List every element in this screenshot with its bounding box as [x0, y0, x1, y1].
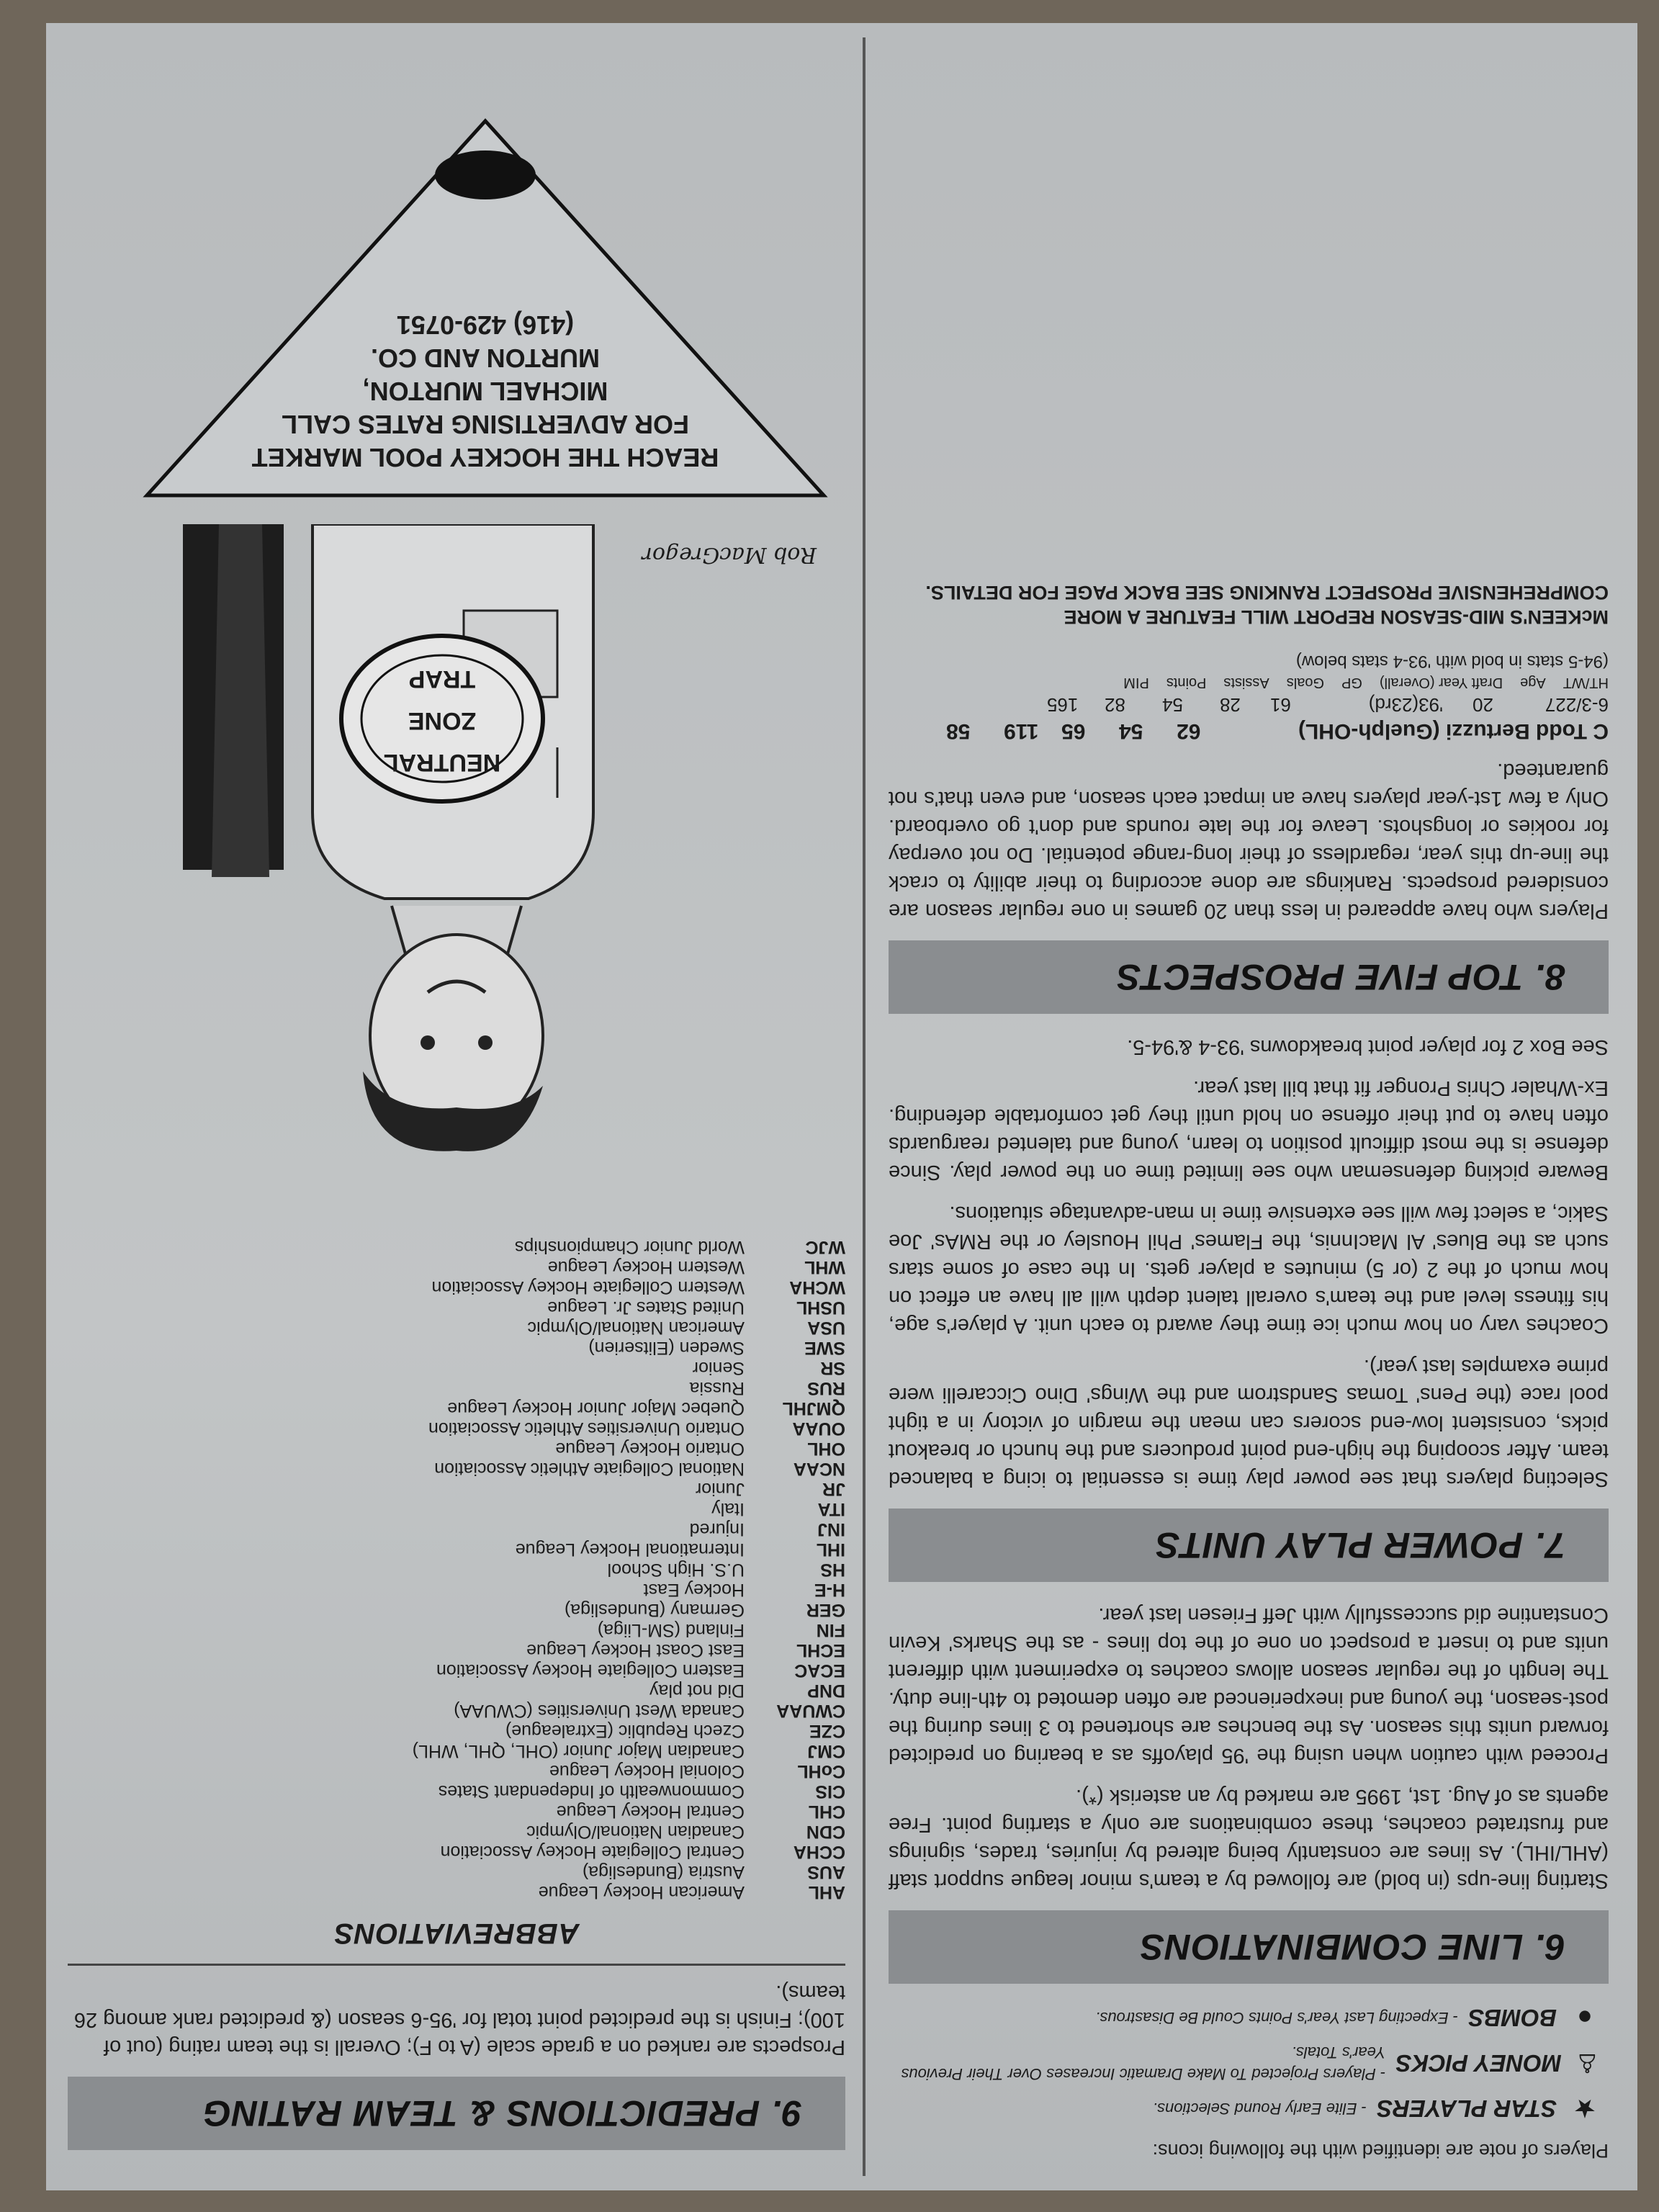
- abbreviation-code: ECAC: [794, 1660, 845, 1681]
- abbreviation-row: [68, 1640, 845, 1660]
- abbreviation-code: WJC: [805, 1237, 845, 1257]
- abbreviations-title: ABBREVIATIONS: [333, 1917, 580, 1949]
- section-7-para-1: Selecting players that see power play time is essential to icing a balanced team. After scooping the high-end point producers and the hunch or breakout picks, consistent low-end scorers can mean the margin of victory in a tight pool race (the Pens' Tomas Sandstrom and the Wings' Dino Ciccarelli were prime examples last year).: [889, 1355, 1609, 1491]
- stat-header: Draft Year (Overall): [1379, 675, 1503, 691]
- abbreviation-row: [68, 1660, 845, 1681]
- section-8-para-1: Players who have appeared in less than 20 games in one regular season are considered prospects. Rankings are done according to their ability to crack the line-up this year, regardless of their long-range potential. Do not overpay for rookies or longshots. Leave for the late rounds and don't go overboard. Only a few 1st-year players have an impact each season, and even that's not guaranteed.: [889, 759, 1609, 922]
- badge-line-3: TRAP: [408, 665, 476, 693]
- abbreviation-code: CIS: [815, 1781, 845, 1802]
- badge-text: [334, 658, 550, 783]
- stat-header: Age: [1520, 675, 1546, 691]
- abbreviation-meaning: Eastern Collegiate Hockey Association: [436, 1660, 745, 1681]
- abbreviation-row: [68, 1398, 845, 1419]
- abbreviation-code: USA: [807, 1318, 845, 1338]
- abbreviations-list: [68, 1237, 845, 1902]
- abbreviation-row: [68, 1620, 845, 1640]
- stat-cell: '93(23rd): [1368, 694, 1443, 716]
- abbreviation-row: [68, 1479, 845, 1499]
- abbreviation-meaning: Commonwealth of Independant States: [438, 1781, 745, 1802]
- bombs-row: [889, 2002, 1601, 2033]
- section-6-para-2: Proceed with caution when using the '95 playoffs as a bearing on predicted forward units this season. As the benches are shortened to 3 lines during the post-season, the young and inexperienced are often demoted to 4th-line duty. The length of the regular season allows coaches to experiment with different units and to insert a prospect on one of the top lines - as the Sharks' Kevin Constantine did successfully with Jeff Friesen last year.: [889, 1604, 1609, 1767]
- advertising-ad: [125, 114, 845, 503]
- stat-cell: 165: [1047, 694, 1079, 716]
- bomb-icon: ●: [1577, 2003, 1593, 2033]
- abbreviation-meaning: Central Collegiate Hockey Association: [440, 1842, 745, 1862]
- stat-cell: 54: [1162, 694, 1183, 716]
- abbreviation-meaning: Russia: [689, 1378, 745, 1398]
- abbreviation-row: [68, 1802, 845, 1822]
- right-column: [68, 114, 845, 2169]
- abbreviation-row: [68, 1237, 845, 1257]
- abbreviation-meaning: World Junior Championships: [514, 1237, 745, 1257]
- stat-cell: 61: [1270, 694, 1291, 716]
- abbreviation-code: CDN: [806, 1822, 845, 1842]
- section-7-para-4: See Box 2 for player point breakdowns '93-4 &'94-5.: [1127, 1035, 1609, 1058]
- mid-season-report-note: McKEEN'S MID-SEASON REPORT WILL FEATURE A MORE COMPREHENSIVE PROSPECT RANKING SEE BACK PAGE FOR DETAILS.: [925, 582, 1609, 628]
- bombs-desc: - Expecting Last Year's Points Could Be Disastrous.: [1095, 2009, 1459, 2027]
- section-7-para-3: Beware picking defenseman who see limited time on the power play. Since defense is the most difficult position to learn, young and talented rearguards often have to put their offense on hold until they get comfortable defending. Ex-Whaler Chris Pronger fit that bill last year.: [889, 1076, 1609, 1184]
- abbreviation-row: [68, 1842, 845, 1862]
- abbreviation-row: [68, 1338, 845, 1358]
- abbreviation-code: QMJHL: [782, 1398, 845, 1419]
- abbreviation-meaning: Injured: [689, 1519, 745, 1539]
- section-9-heading: 9. PREDICTIONS & TEAM RATING: [68, 2077, 845, 2150]
- hockey-puck-icon: [435, 150, 536, 199]
- prospect-stat: 58: [946, 719, 971, 743]
- stat-header: Assists: [1223, 675, 1269, 691]
- cartoon-illustration: [140, 524, 831, 1215]
- abbreviation-meaning: National Collegiate Athletic Association: [434, 1459, 745, 1479]
- money-picks-row: [889, 2041, 1601, 2085]
- abbreviation-meaning: Ontario Hockey League: [555, 1439, 745, 1459]
- abbreviation-row: [68, 1761, 845, 1781]
- abbreviation-code: WHL: [804, 1257, 845, 1277]
- abbreviation-row: [68, 1519, 845, 1539]
- section-8-heading: 8. TOP FIVE PROSPECTS: [889, 940, 1609, 1014]
- abbreviation-row: [68, 1681, 845, 1701]
- abbreviation-code: RUS: [807, 1378, 845, 1398]
- abbreviation-row: [68, 1600, 845, 1620]
- prospect-stat: 65: [1061, 719, 1086, 743]
- abbreviation-meaning: Canadian Major Junior (OHL, QHL, WHL): [412, 1741, 745, 1761]
- abbreviation-code: OHL: [807, 1439, 845, 1459]
- abbreviation-code: ECHL: [796, 1640, 845, 1660]
- abbreviation-row: [68, 1882, 845, 1902]
- bombs-title: BOMBS: [1468, 2005, 1557, 2031]
- abbreviation-code: OUAA: [792, 1419, 845, 1439]
- section-7-heading: 7. POWER PLAY UNITS: [889, 1509, 1609, 1582]
- prospect-bio-row: [889, 693, 1609, 716]
- magazine-page: [46, 23, 1637, 2190]
- abbreviation-row: [68, 1741, 845, 1761]
- abbreviation-meaning: Germany (Bundesliga): [564, 1600, 745, 1620]
- ad-line-1: REACH THE HOCKEY POOL MARKET: [251, 443, 719, 472]
- abbreviation-meaning: American Hockey League: [538, 1882, 745, 1902]
- abbreviation-row: [68, 1298, 845, 1318]
- ad-line-3: MICHAEL MURTON,: [362, 377, 608, 406]
- stat-cell: 20: [1473, 694, 1493, 716]
- abbreviation-meaning: Western Collegiate Hockey Association: [431, 1277, 745, 1298]
- stat-header: HT/WT: [1563, 675, 1609, 691]
- abbreviation-meaning: Hockey East: [643, 1580, 745, 1600]
- abbreviation-meaning: Quebec Major Junior Hockey League: [447, 1398, 745, 1419]
- abbreviation-meaning: American National/Olympic: [527, 1318, 745, 1338]
- badge-line-1: NEUTRAL: [383, 749, 501, 776]
- ad-line-5: (416) 429-0751: [396, 310, 575, 340]
- stat-cell: 82: [1105, 694, 1125, 716]
- abbreviation-meaning: Western Hockey League: [547, 1257, 745, 1277]
- abbreviation-row: [68, 1358, 845, 1378]
- abbreviation-meaning: Did not play: [649, 1681, 745, 1701]
- prospect-stat: 119: [1004, 719, 1039, 743]
- abbreviation-meaning: Italy: [711, 1499, 745, 1519]
- abbreviation-code: AUS: [807, 1862, 845, 1882]
- abbreviation-meaning: Sweden (Elitserien): [588, 1338, 745, 1358]
- star-title: STAR PLAYERS: [1377, 2095, 1557, 2122]
- prospect-stats: [889, 651, 1609, 743]
- stat-cell: 6-3/227: [1545, 694, 1609, 716]
- abbreviation-row: [68, 1499, 845, 1519]
- section-6-heading: 6. LINE COMBINATIONS: [889, 1910, 1609, 1984]
- abbreviation-row: [68, 1459, 845, 1479]
- stat-header: PIM: [1123, 675, 1149, 691]
- abbreviation-row: [68, 1257, 845, 1277]
- abbreviation-meaning: Finland (SM-Liiga): [597, 1620, 745, 1640]
- abbreviation-code: CZE: [809, 1721, 845, 1741]
- abbreviation-meaning: East Coast Hockey League: [526, 1640, 745, 1660]
- abbreviation-code: USHL: [796, 1298, 845, 1318]
- money-bag-icon: ♙: [1575, 2049, 1599, 2078]
- prospect-stat: 62: [1177, 719, 1201, 743]
- badge-line-2: ZONE: [408, 707, 477, 734]
- abbreviation-code: NCAA: [793, 1459, 845, 1479]
- star-icon: ★: [1573, 2094, 1597, 2123]
- stats-note: (94-5 stats in bold with '93-4 stats below): [1295, 652, 1609, 671]
- abbreviation-row: [68, 1439, 845, 1459]
- abbreviation-row: [68, 1721, 845, 1741]
- star-players-row: [889, 2093, 1601, 2123]
- abbreviation-code: INJ: [817, 1519, 845, 1539]
- abbreviation-code: H-E: [814, 1580, 845, 1600]
- stat-cell: 28: [1220, 694, 1241, 716]
- abbreviation-code: CoHL: [797, 1761, 845, 1781]
- abbreviation-meaning: International Hockey League: [515, 1539, 745, 1560]
- abbreviation-code: AHL: [808, 1882, 845, 1902]
- abbreviation-meaning: Ontario Universities Athletic Association: [428, 1419, 745, 1439]
- column-divider: [863, 37, 866, 2176]
- abbreviation-code: CCHA: [793, 1842, 845, 1862]
- abbreviation-row: [68, 1378, 845, 1398]
- abbreviation-row: [68, 1318, 845, 1338]
- abbreviation-row: [68, 1419, 845, 1439]
- stats-header: [889, 674, 1609, 691]
- abbreviation-meaning: Junior: [695, 1479, 745, 1499]
- section-7-para-2: Coaches vary on how much ice time they award to each unit. A player's age, his fitness level and the team's overall talent depth will all have an effect on how much of the 2 (or 5) minutes a player gets. In the case of some stars such as the Blues' Al MacInnis, the Flames' Phil Housley or the RMAs' Joe Sakic, a select few will see extensive time in man-advantage situations.: [889, 1202, 1609, 1337]
- abbreviation-code: WCHA: [789, 1277, 845, 1298]
- abbreviation-row: [68, 1781, 845, 1802]
- abbreviation-meaning: Senior: [692, 1358, 745, 1378]
- abbreviation-row: [68, 1701, 845, 1721]
- abbreviation-row: [68, 1539, 845, 1560]
- stat-header: GP: [1341, 675, 1362, 691]
- abbreviation-row: [68, 1277, 845, 1298]
- prospect-stat: 54: [1119, 719, 1143, 743]
- abbreviation-code: DNP: [807, 1681, 845, 1701]
- abbreviation-meaning: Colonial Hockey League: [549, 1761, 745, 1781]
- abbreviation-code: FIN: [816, 1620, 845, 1640]
- abbreviation-code: CWUAA: [776, 1701, 845, 1721]
- prospect-line: [889, 719, 1609, 743]
- left-column: [889, 580, 1609, 2169]
- ad-text: [125, 308, 845, 474]
- abbreviation-meaning: United States Jr. League: [547, 1298, 745, 1318]
- abbreviation-meaning: Central Hockey League: [556, 1802, 745, 1822]
- abbreviation-row: [68, 1822, 845, 1842]
- abbreviation-code: CHL: [808, 1802, 845, 1822]
- money-title: MONEY PICKS: [1395, 2050, 1562, 2077]
- abbreviation-row: [68, 1560, 845, 1580]
- ad-line-4: MURTON AND CO.: [371, 343, 600, 373]
- star-desc: - Elite Early Round Selections.: [1152, 2100, 1367, 2118]
- abbreviation-code: IHL: [816, 1539, 845, 1560]
- abbreviation-meaning: Czech Republic (Extraleague): [505, 1721, 745, 1741]
- rule: [68, 1964, 845, 1966]
- icons-intro: Players of note are identified with the following icons:: [1152, 2140, 1609, 2162]
- abbreviation-code: HS: [820, 1560, 845, 1580]
- abbreviation-code: ITA: [817, 1499, 845, 1519]
- section-9-para: Prospects are ranked on a grade scale (A to F); Overall is the team rating (out of 100); Finish is the predicted point total for '95-6 season (& predicted rank among 26 teams).: [73, 1981, 845, 2059]
- abbreviation-code: SR: [820, 1358, 845, 1378]
- abbreviation-row: [68, 1580, 845, 1600]
- abbreviation-code: CMJ: [807, 1741, 845, 1761]
- abbreviation-meaning: Austria (Bundesliga): [582, 1862, 745, 1882]
- prospect-name: C Todd Bertuzzi (Guelph-OHL): [1298, 719, 1609, 743]
- abbreviation-code: JR: [822, 1479, 845, 1499]
- money-desc: - Players Projected To Make Dramatic Increases Over Their Previous Year's Totals.: [901, 2044, 1386, 2083]
- stat-header: Points: [1166, 675, 1207, 691]
- abbreviation-meaning: Canadian National/Olympic: [526, 1822, 745, 1842]
- abbreviation-meaning: U.S. High School: [607, 1560, 745, 1580]
- ad-line-2: FOR ADVERTISING RATES CALL: [282, 410, 689, 439]
- abbreviation-row: [68, 1862, 845, 1882]
- abbreviation-code: GER: [806, 1600, 845, 1620]
- stat-header: Goals: [1286, 675, 1325, 691]
- abbreviation-code: SWE: [804, 1338, 845, 1358]
- abbreviation-meaning: Canada West Universities (CWUAA): [454, 1701, 745, 1721]
- artist-signature: Rob MacGregor: [642, 542, 817, 567]
- section-6-para-1: Starting line-ups (in bold) are followed by a team's minor league support staff (AHL/IHL). As lines are constantly being altered by injuries, trades, signings and frustrated coaches, these combinations are only a starting point. Free agents as of Aug. 1st, 1995 are marked by an asterisk (*).: [889, 1785, 1609, 1892]
